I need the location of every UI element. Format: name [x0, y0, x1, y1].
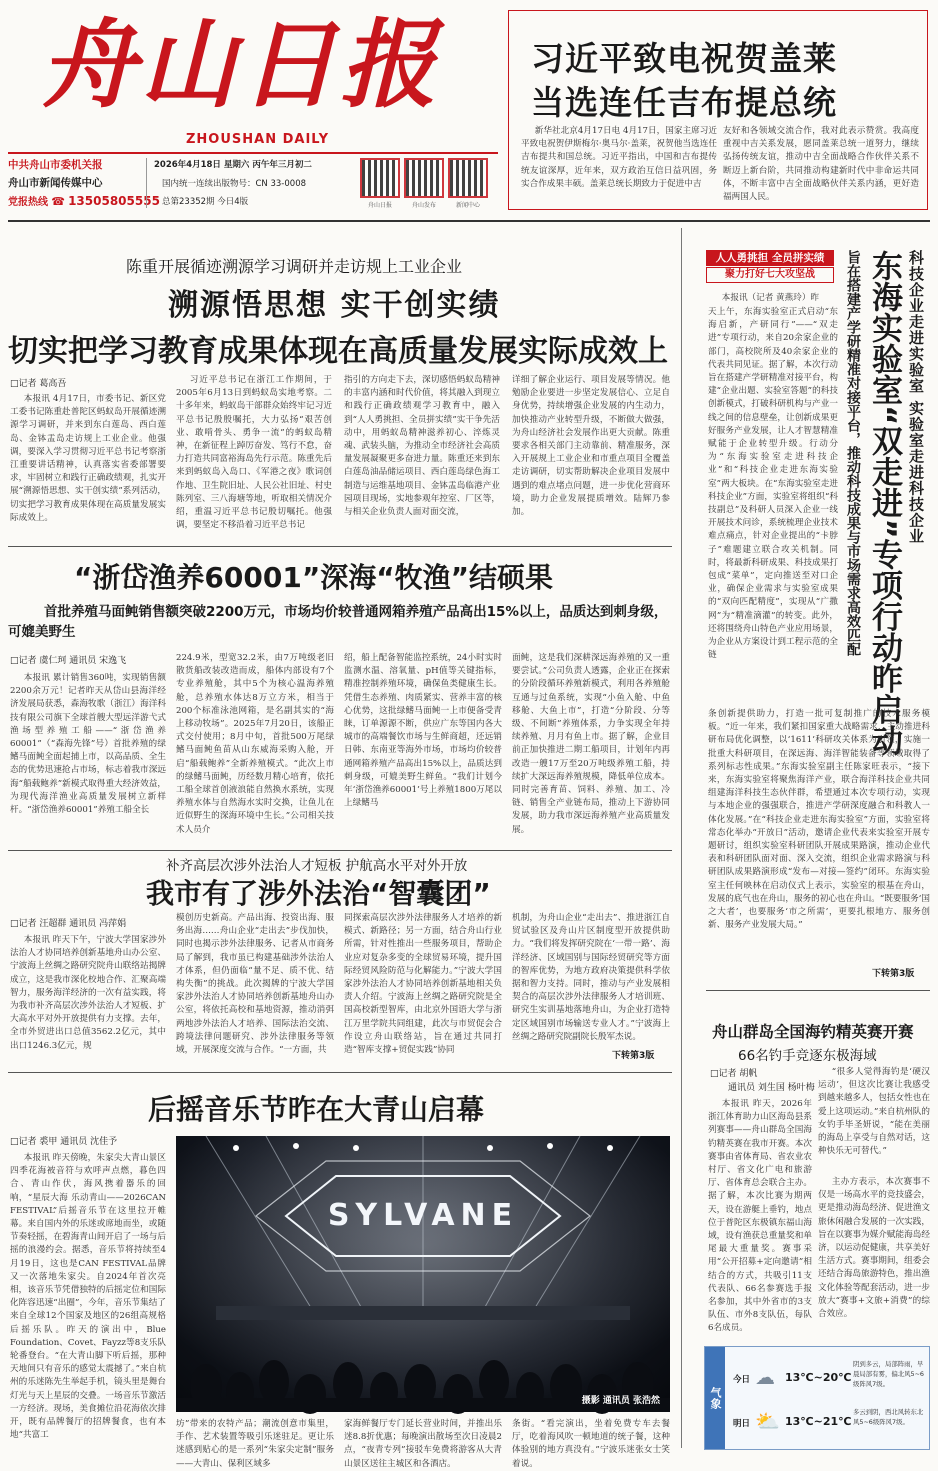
stage-screen-text: SYLVANE: [327, 1198, 519, 1233]
byline: □记者 葛高吾: [10, 379, 67, 389]
cloud-rain-icon: ☁: [755, 1365, 775, 1389]
article-body: 面鲀，这是我们深耕深远海养殖的又一重要尝试。”公司负责人透露，企业正在探索的分阶段循环养殖新模式，利用各养殖舱互通与过鱼系统，实现“小鱼入舱、中鱼移舱、大鱼上市”，打造“分阶段、分等级、不间断”养殖体系，力争实现全年持续养殖、月月有鱼上市。据了解，企业目前正加快推进二期工船项目，计划年内再改造一艘17万至20万吨级养殖工船，持续扩大深远海养殖规模，降低单位成本。同时完善育苗、饲料、养殖、加工、冷链、销售全产业链布局，推动上下游协同发展，助力我市深远海养殖产业高质量发展。: [512, 653, 670, 835]
hotline-number: 13505805555: [68, 194, 160, 208]
partly-cloudy-icon: ⛅: [755, 1409, 780, 1433]
article-body: 本报讯 昨天下午，宁波大学国家涉外法治人才协同培养创新基地舟山办公室、宁波海上丝绸之路研究院舟山联络站揭牌成立，这是我市深化校地合作、汇聚高端智力，服务海洋经济的一次有益实践，将为我市补齐高层次涉外法治人才短板、扩大高水平对外开放提供有力支撑。去年，全市外贸进出口总值3562.2亿元，其中出口1246.3亿元，规: [10, 935, 166, 1051]
concert-photo: [176, 1136, 670, 1412]
masthead-pinyin: ZHOUSHAN DAILY: [186, 132, 329, 147]
masthead-logo: 舟山日报: [40, 8, 440, 121]
weather-today-temp: 13℃~20℃: [785, 1371, 852, 1384]
vertical-headline[interactable]: 东海实验室“双走进”专项行动昨启动: [866, 250, 902, 756]
article-body: 主办方表示，本次赛事不仅是一场高水平的竞技盛会，更是推动海岛经济、促进渔文旅休闲融合发展的一次实践，旨在以赛事为媒介赋能海岛经济，以运动促健康，共享美好生活方式。赛事期间，组委会还结合海岛旅游特色，推出渔文化体验等配套活动，进一步放大“赛事+文旅+消费”的综合效应。: [818, 1177, 930, 1320]
article-body: 224.9米，型宽32.2米，由7万吨级老旧散货船改装改造而成，船体内部设有7个专业养殖舱，其中5个为核心温海养殖舱，总养殖水体达8万立方米，相当于200个标准泳池网箱，是名副其实的“海上移动牧场”。2025年7月20日，该船正式交付使用；8月中旬，首批500万尾绿鳍马面鲀鱼苗从山东威海采购入舱，开启“船载鲍养”全新养殖模式。“此次上市的绿鳍马面鲀，历经数月精心培育，依托工船全球首创液浪能自然换水系统，实现养殖水体与自然海水实时交换，让鱼儿在近似野生的深海环境中生长。”公司相关技术人员介: [176, 653, 334, 835]
issue-number: 总第23352期 今日4版: [162, 197, 249, 207]
article-body: 本报讯 累计销售360吨，实现销售额2200余万元！记者昨天从岱山县海洋经济发展局获悉，森海牧歌（浙江）海洋科技有限公司旗下全球首艘大型远洋游弋式渔场型养殖工船——“浙岱渔养60001”（“森海先锋”号）首批养殖的绿鳍马面鲀全面起捕上市，以高品质、全生态的优势迅速抢占市场，标志着我市深远海“船载鲍养”新模式取得重大经济效益，为现代海洋渔业高质量发展树立新样杆。“浙岱渔养60001”养殖工船全长: [10, 673, 166, 816]
top-story-col: 新华社北京4月17日电 4月17日，国家主席习近平致电祝贺伊斯梅尔·奥马尔·盖莱，祝贺他当选连任吉布提共和国总统。习近平指出，中国和吉布提传统友谊深厚，近年来，双方政治互信日益巩固，务实合作成果丰硕。盖莱总统长期致力于促进中吉: [521, 126, 717, 189]
article-headline[interactable]: “浙岱渔养60001”深海“牧渔”结硕果: [74, 561, 554, 594]
qr-code: [404, 158, 444, 198]
article-subhead: 66名钓手竞逐东极海域: [738, 1048, 877, 1064]
article-body-continued: 条创新提供助力，打造一批可复制推广的技术服务模板。“近一年来，我们紧扣国家重大战略需求，主动推进科研布局优化调整，以‘1611’科研攻关体系为引领，实施一批重大科研项目，在深远海、海洋智能装备等领域取得了系列标志性成果。”东海实验室副主任陈家旺表示，“接下来，东海实验室将聚焦海洋产业，联合海洋科技企业共同组建海洋科技生态伙伴群，希望通过本次专项行动，实现与本地企业的强强联合，推进产学研深度融合和科教人一体化发展。”在“科技企业走进东海实验室”方面，实验室将常态化举办“开放日”活动，邀请企业代表来实验室开展专题研讨，组织实验室科研团队开展成果路演，推动企业代表和科研团队面对面、深入交流，组织企业需求路演与科研团队成果路演形成“发布—对接—签约”闭环。东海实验室主任何映林在启动仪式上表示，实验室的根基在舟山，发展的底气也在舟山，服务的初心也在舟山。“既要服务‘国之大者’，也要服务‘市之所需’，更要扎根地方、服务创新、服务产业发展大局。”: [708, 709, 930, 931]
campaign-banner: [706, 250, 834, 284]
article-subhead: 首批养殖马面鲀销售额突破2200万元，市场均价较普通网箱养殖产品高出15%以上，品质达到刺身级，可媲美野生: [8, 604, 668, 640]
article-body: 坊”带来的农特产品；潮流创意市集里，手作、艺术装置等吸引乐迷驻足。更让乐迷感到贴心的是一系列“朱家尖定制”服务——大青山、保利区域多: [176, 1419, 334, 1469]
article-kicker: 陈重开展循迹溯源学习调研并走访规上工业企业: [126, 257, 463, 276]
weather-tomorrow-temp: 13℃~21℃: [785, 1415, 852, 1428]
masthead-org2: 舟山市新闻传媒中心: [8, 177, 103, 189]
article-body: “很多人觉得海钓是‘硬汉运动’，但这次比赛让我感受到越来越多人，包括女性也在爱上这项运动。”来自杭州队的女钓手毕圣妍说，“能在美丽的海岛上享受与自然对话，这种快乐无可替代。”: [818, 1067, 930, 1157]
article-headline[interactable]: 溯源悟思想 实干创实绩: [168, 288, 501, 323]
article-body: 详细了解企业运行、项目发展等情况。他勉励企业要进一步坚定发展信心、立足自身优势，持续增强企业发展的内生动力，加快推动产业转型升级，不断做大做强，为舟山经济社会发展作出更大贡献。陈重要求各相关部门主动靠前、精准服务，深入开展规上工业企业和市重点项目全覆盖走访调研，切实帮助解决企业项目发展中遇到的难点堵点问题，进一步优化营商环境，助力企业发展提质增效。陆辉乃参加。: [512, 375, 670, 518]
article-headline[interactable]: 我市有了涉外法治“智囊团”: [146, 877, 491, 910]
weather-tomorrow-desc: 多云到阴，西北风转东北风5~6级阵风7级。: [853, 1408, 924, 1426]
issue-cn: 国内统一连续出版物号：CN 33-0008: [162, 179, 307, 189]
top-story-headline: 习近平致电祝贺盖莱: [531, 39, 837, 78]
qr-code: [360, 158, 400, 198]
byline: 通讯员 刘生国 杨叶梅: [728, 1083, 815, 1093]
article-body-wide: [708, 708, 930, 974]
issue-date: 2026年4月18日 星期六 丙午年三月初二: [154, 160, 312, 170]
article-body: 绍，船上配备智能监控系统，24小时实时监测水温、溶氧量、pH值等关键指标，精准控制养殖环境，确保鱼类健康生长。凭借生态养殖、肉质紧实、营养丰富的核心优势，这批绿鳍马面鲀一上市便备受青睐，订单源源不断，供应广东等国内各大城市的高端餐饮市场与生鲜商超，还远销日韩、东南亚等海外市场，市场均价较普通网箱养殖产品高出15%以上，品质达到刺身级，可媲美野生鲜鱼。“我们计划今年‘浙岱渔养60001’号上养殖1800万尾以上绿鳍马: [344, 653, 502, 809]
article-body: 本报讯 昨天，2026年浙江体育助力山区海岛县系列赛事——舟山群岛全国海钓精英赛在我市开赛。本次赛事由省体育局、省农业农村厅、省文化广电和旅游厅、省体育总会联合主办。据了解，本次比赛为期两天，设在游艇上垂钓，地点位于普陀区东极镇东福山海域，设有渔获总重量奖和单尾最大重量奖。赛事采用“公开招募+定向邀请”相结合的方式，共吸引11支代表队、66名参赛选手报名参加，其中外省市的3支队伍、市外8支队伍，每队6名成员。: [708, 1099, 812, 1334]
qr-code: [448, 158, 488, 198]
article-body: 模创历史新高。产品出海、投资出海、服务出海……舟山企业“走出去”步伐加快，同时也揭示涉外法律服务、记者从市商务局了解到，我市虽已构建基础涉外法治人才体系，但仍面临“量不足、质不优、结构失衡”的挑战。此次揭牌的宁波大学国家涉外法治人才协同培养创新基地舟山办公室，将依托高校和基地资源，推动消弭两地涉外法治人才培养、国际法治交流、跨境法律问题研究、涉外法律服务等领域，开展深度交流与合作。“一方面，共: [176, 913, 334, 1056]
article-headline[interactable]: 舟山群岛全国海钓精英赛开赛: [712, 1023, 914, 1041]
byline: □记者 胡帆: [710, 1069, 758, 1079]
article-headline[interactable]: 后摇音乐节昨在大青山启幕: [148, 1093, 485, 1126]
qr-label: 舟山日报: [367, 202, 392, 209]
phone-icon: ☎: [51, 195, 65, 208]
continued-link[interactable]: 下转第3版: [872, 969, 915, 979]
continued-link[interactable]: 下转第3版: [612, 1051, 655, 1061]
masthead-org1: 中共舟山市委机关报: [8, 159, 103, 171]
byline: □记者 汪超群 通讯员 冯萍娟: [10, 919, 127, 929]
article-body: 本报讯 4月17日，市委书记、新区党工委书记陈重赴普陀区蚂蚁岛开展循迹溯源学习调研，并来到东白莲岛、西白莲岛、金钵盂岛走访规上工业企业。他强调，要深入学习贯彻习近平总书记考察浙江重要讲话精神，认真落实省委部署要求，牢固树立和践行正确政绩观，扎实开展“溯源悟思想、实干创实绩”系列活动，切实把学习教育成果体现在高质量发展实际成效上。: [10, 394, 166, 523]
weather-box: [704, 1346, 930, 1450]
article-headline[interactable]: 切实把学习教育成果体现在高质量发展实际成效上: [8, 334, 668, 369]
byline: □记者 裘甲 通讯员 沈佳予: [10, 1137, 118, 1147]
article-body: 条街。“看完演出，坐着免费专车去餐厅，吃着海风吹一顿地道的统子餐，这种体验别的地方真没有。”宁波乐迷张女士笑着说。: [512, 1419, 670, 1469]
qr-label: 新闻中心: [455, 202, 480, 209]
top-story-headline: 当选连任吉布提总统: [531, 83, 837, 122]
stage-graphic: [176, 1136, 670, 1412]
top-story[interactable]: [508, 10, 928, 210]
article-body: 习近平总书记在浙江工作期间，于2005年6月13日到蚂蚁岛实地考察。二十多年来，蚂蚁岛干部群众始终牢记习近平总书记殷殷嘱托，大力弘扬“艰苦创业、敢啃骨头、勇争一流”的蚂蚁岛精神，在新征程上踔厉奋发、笃行不怠，奋力打造共同富裕海岛先行示范。陈重先后来到蚂蚁岛入岛口、《军港之夜》歌词创作地、卫生院旧址、人民公社旧址、村史陈列室、三八海塘等地，听取相关情况介绍，重温习近平总书记殷切嘱托。他强调，要坚定不移沿着习近平总书记: [176, 375, 332, 531]
photo-caption: 摄影 通讯员 张浩然: [581, 1396, 660, 1406]
hotline: [8, 193, 160, 208]
article-body: 机制，为舟山企业“走出去”、推进浙江自贸试验区及舟山片区制度型开放提供助力。“我们将发挥研究院在‘一带一路’、海洋经济、区域国别与国际经贸研究等方面的智库优势，为地方政府决策提供科学依据和智力支持。同时，推动与产业发展相契合的高层次涉外法律服务人才培训班、研究生实训基地落地舟山，为企业打造特定区域国别市场输送专业人才。”宁波海上丝绸之路研究院副院长殷军杰说。: [512, 913, 670, 1042]
byline: 本报讯（记者 黄燕玲）昨: [721, 293, 820, 303]
article-body: 指引的方向走下去，深切感悟蚂蚁岛精神的丰富内涵和时代价值，将其融入到现立和践行正确政绩观学习教育中，融入到“人人勇挑担、全员拼实绩”实干争先活动中，用蚂蚁岛精神滋养初心、淬炼灵魂、武装头脑，为推动全市经济社会高质量发展凝聚更多奋进力量。陈重还来到东白莲岛油品储运项目、西白莲岛绿色海工制造与运维基地项目、金钵盂岛临港产业园项目现场，实地参观年控室、厂区等，与相关企业负责人面对面交流，: [344, 375, 500, 518]
banner-bottom: 聚力打好七大攻坚战: [706, 267, 834, 283]
article-body: 天上午，东海实验室正式启动“东海启新，产研同行”——“双走进”专项行动，来自20余家企业的部门，高校院所及40余家企业的代表共同见证。据了解，本次行动旨在搭建产学研精准对接平台，构建“企业出题、实验室答题”的科技创新模式，打破科研机构与产业一线之间的信息壁垒，让创新成果更好服务产业发展，让人才智慧精准赋能于企业转型升级。行动分为“东海实验室走进科技企业”和“科技企业走进东海实验室”两大板块。在“东海实验室走进科技企业”方面，实验室将组织“科技副总”及科研人员深入企业一线开展技术问诊，系统梳理企业技术难点痛点，针对企业提出的“卡脖子”难题建立联合攻关机制。同时，将最新科研成果、科技成果打包成“菜单”，定向推送至对口企业，确保企业需求与实验室成果的“双向匹配精度”，实现从“广撒网”为“精准滴灌”的转变。此外，还将围绕舟山特色产业应用场景，为企业从方案设计到工程示范的全链: [708, 307, 838, 661]
article-kicker: 补齐高层次涉外法治人才短板 护航高水平对外开放: [166, 858, 468, 874]
hotline-label: 党报热线: [8, 197, 48, 208]
byline: □记者 虞仁珂 通讯员 宋逸飞: [10, 656, 127, 666]
weather-tomorrow-label: 明日: [733, 1419, 751, 1429]
article-body: 同探索高层次涉外法律服务人才培养的新模式、新路径；另一方面，结合舟山行业所需，针对性推出一些服务项目，帮助企业应对复杂多变的全球贸易环境，提升国际经贸风险防范与化解能力。”宁波大学国家涉外法治人才协同培养创新基地相关负责人介绍。宁波海上丝绸之路研究院是全国高校新型智库，由北京外国语大学与浙江万里学院共同组建，此次与市贸促会合作设立舟山联络站，旨在通过共同打造“智库支撑+贸促实践”协同: [344, 913, 502, 1056]
vertical-kicker: 科技企业走进实验室 实验室走进科技企业: [907, 250, 925, 545]
article-body: 家海鲜餐厅专门延长营业时间，并推出乐迷8.8折优惠；每晚演出散场至次日凌晨2点，“夜青专列”接驳车免费将游客从大青山景区送往主城区和各酒店。: [344, 1419, 502, 1469]
article-body: 本报讯 昨天傍晚，朱家尖大青山景区四季花海被音符与欢呼声点燃，暮色四合、青山作伏，海风携着器乐的回响，“星辰大海 乐动青山——2026CAN FESTIVAL”后摇音乐节在这里拉开帷幕。来自国内外的乐迷或席地而坐，或随节奏轻摇，在碧海青山间开启了一场与后摇的浪漫约会。据悉，音乐节将持续至4月19日，这也是CAN FESTIVAL品牌又一次落地朱家尖。自2024年首次亮相，该音乐节凭借独特的后摇定位和国际化阵容迅速“出圈”，今年，音乐节集结了来自全球12个国家及地区的26组高规格后摇乐队。昨天的演出中，Blue Foundation、Covet、Fayzz等8支乐队轮番登台。“在大青山脚下听后摇，那种天地间只有音乐的感觉太震撼了。”来自杭州的乐迷陈先生举起手机，镜头里是舞台灯光与天上星辰的交叠。一场音乐节激活一方经济。现场，美食摊位沿花海依次排开，既有品牌餐厅的招牌餐食，也有本地“共富工: [10, 1153, 166, 1441]
banner-top: 人人勇挑担 全员拼实绩: [706, 250, 834, 266]
top-story-col: 友好和各领域交流合作，我对此表示赞赏。我高度重视中吉关系发展，愿同盖莱总统一道努力，继续弘扬传统友谊，推动中吉全面战略合作伙伴关系不断迈上新台阶，共同推动构建新时代中非命运共同体，不断丰富中吉全面战略伙伴关系内涵，更好造福两国人民。: [723, 126, 919, 203]
weather-today-desc: 阴到多云，局部阵雨，早晨局部有雾，偏北风5~6级阵风7级。: [853, 1360, 925, 1388]
qr-label: 舟山发布: [411, 202, 436, 209]
vertical-subhead: 旨在搭建产学研精准对接平台，推动科技成果与市场需求高效匹配: [845, 250, 861, 656]
weather-label: 气象: [705, 1347, 725, 1449]
weather-today-label: 今日: [733, 1375, 751, 1385]
